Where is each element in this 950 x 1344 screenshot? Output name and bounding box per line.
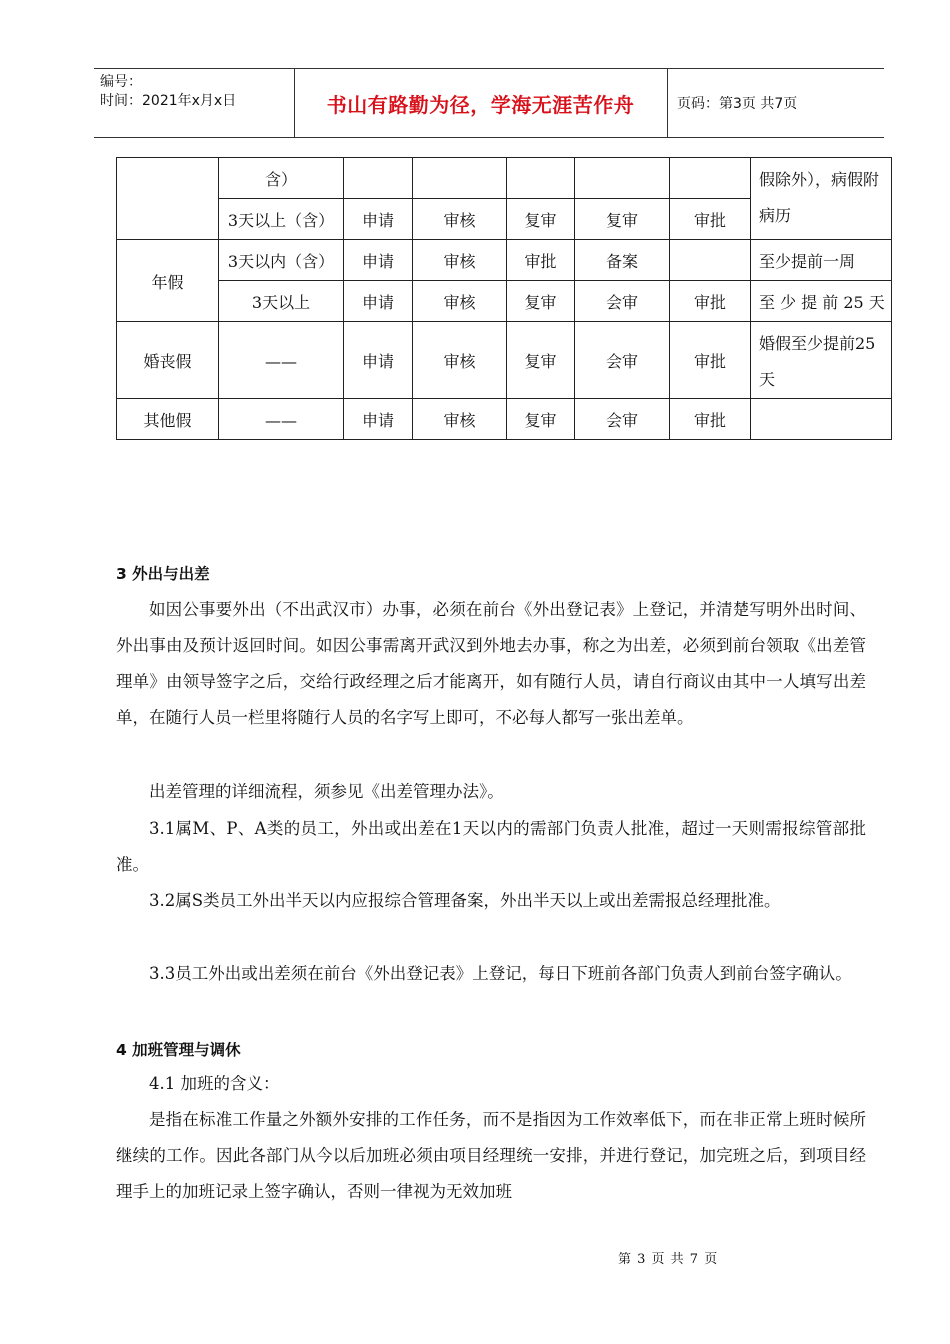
table-cell xyxy=(670,158,751,199)
table-cell: 复审 xyxy=(507,281,575,322)
table-cell: 3天以上 xyxy=(219,281,344,322)
table-cell: 审批 xyxy=(670,322,751,399)
table-cell: 审核 xyxy=(413,240,507,281)
section-heading: 3 外出与出差 xyxy=(116,565,210,583)
table-cell: 复审 xyxy=(507,399,575,440)
paragraph: 3.3员工外出或出差须在前台《外出登记表》上登记，每日下班前各部门负责人到前台签字确认。 xyxy=(149,964,852,983)
table-cell: 审核 xyxy=(413,399,507,440)
table-cell: 审批 xyxy=(670,199,751,240)
paragraph: 出差管理的详细流程，须参见《出差管理办法》。 xyxy=(149,782,504,801)
table-cell: —— xyxy=(219,322,344,399)
table-cell xyxy=(575,158,670,199)
table-cell-note: 至少提前一周 xyxy=(751,240,892,281)
table-cell: 申请 xyxy=(344,240,413,281)
page-header xyxy=(94,68,884,138)
table-row xyxy=(117,322,892,399)
table-cell: 3天以上（含） xyxy=(219,199,344,240)
table-cell: 会审 xyxy=(575,322,670,399)
paragraph: 4.1 加班的含义： xyxy=(149,1074,280,1093)
table-cell xyxy=(507,158,575,199)
table-cell: 复审 xyxy=(507,322,575,399)
table-row xyxy=(117,158,892,199)
table-cell: 审核 xyxy=(413,199,507,240)
section-heading: 4 加班管理与调休 xyxy=(116,1041,241,1059)
table-cell: 复审 xyxy=(575,199,670,240)
table-cell: 会审 xyxy=(575,281,670,322)
document-time: 时间：2021年x月x日 xyxy=(100,93,237,109)
leave-type-cell: 年假 xyxy=(117,240,219,322)
table-cell-note: 至 少 提 前 25 天 xyxy=(751,281,892,322)
leave-approval-table xyxy=(116,157,892,440)
table-row xyxy=(117,240,892,281)
table-cell xyxy=(413,158,507,199)
table-cell: 申请 xyxy=(344,399,413,440)
leave-type-cell: 其他假 xyxy=(117,399,219,440)
paragraph: 3.1属M、P、A类的员工，外出或出差在1天以内的需部门负责人批准，超过一天则需报综管部批准。 xyxy=(116,819,866,874)
table-cell: 审核 xyxy=(413,281,507,322)
table-cell: 会审 xyxy=(575,399,670,440)
table-cell xyxy=(344,158,413,199)
table-cell xyxy=(117,158,219,240)
table-cell-note xyxy=(751,399,892,440)
header-meta xyxy=(100,73,236,111)
paragraph: 3.2属S类员工外出半天以内应报综合管理备案，外出半天以上或出差需报总经理批准。 xyxy=(149,891,781,910)
table-cell: 审批 xyxy=(507,240,575,281)
table-cell-note: 假除外），病假附病历 xyxy=(751,158,892,240)
header-motto: 书山有路勤为径，学海无涯苦作舟 xyxy=(326,93,635,117)
leave-type-cell: 婚丧假 xyxy=(117,322,219,399)
paragraph: 是指在标准工作量之外额外安排的工作任务，而不是指因为工作效率低下，而在非正常上班时候所继续的工作。因此各部门从今以后加班必须由项目经理统一安排，并进行登记，加完班之后，到项目经理手上的加班记录上签字确认，否则一律视为无效加班 xyxy=(116,1110,866,1201)
table-row xyxy=(117,281,892,322)
table-cell: 审批 xyxy=(670,399,751,440)
paragraph: 如因公事要外出（不出武汉市）办事，必须在前台《外出登记表》上登记，并清楚写明外出时间、外出事由及预计返回时间。如因公事需离开武汉到外地去办事，称之为出差，必须到前台领取《出差管理单》由领导签字之后，交给行政经理之后才能离开，如有随行人员，请自行商议由其中一人填写出差单，在随行人员一栏里将随行人员的名字写上即可，不必每人都写一张出差单。 xyxy=(116,600,866,727)
table-cell: 复审 xyxy=(507,199,575,240)
header-page-info: 页码：第3页 共7页 xyxy=(677,96,798,112)
table-cell: 申请 xyxy=(344,281,413,322)
table-row xyxy=(117,399,892,440)
table-cell: 含） xyxy=(219,158,344,199)
table-cell: 3天以内（含） xyxy=(219,240,344,281)
table-cell xyxy=(670,240,751,281)
table-cell: 申请 xyxy=(344,322,413,399)
table-cell: 备案 xyxy=(575,240,670,281)
header-divider xyxy=(667,69,668,137)
table-cell: 审批 xyxy=(670,281,751,322)
table-cell: 申请 xyxy=(344,199,413,240)
document-number-label: 编号： xyxy=(100,74,142,90)
table-cell-note: 婚假至少提前25天 xyxy=(751,322,892,399)
table-cell: —— xyxy=(219,399,344,440)
table-cell: 审核 xyxy=(413,322,507,399)
footer-page-number: 第 3 页 共 7 页 xyxy=(618,1252,719,1267)
